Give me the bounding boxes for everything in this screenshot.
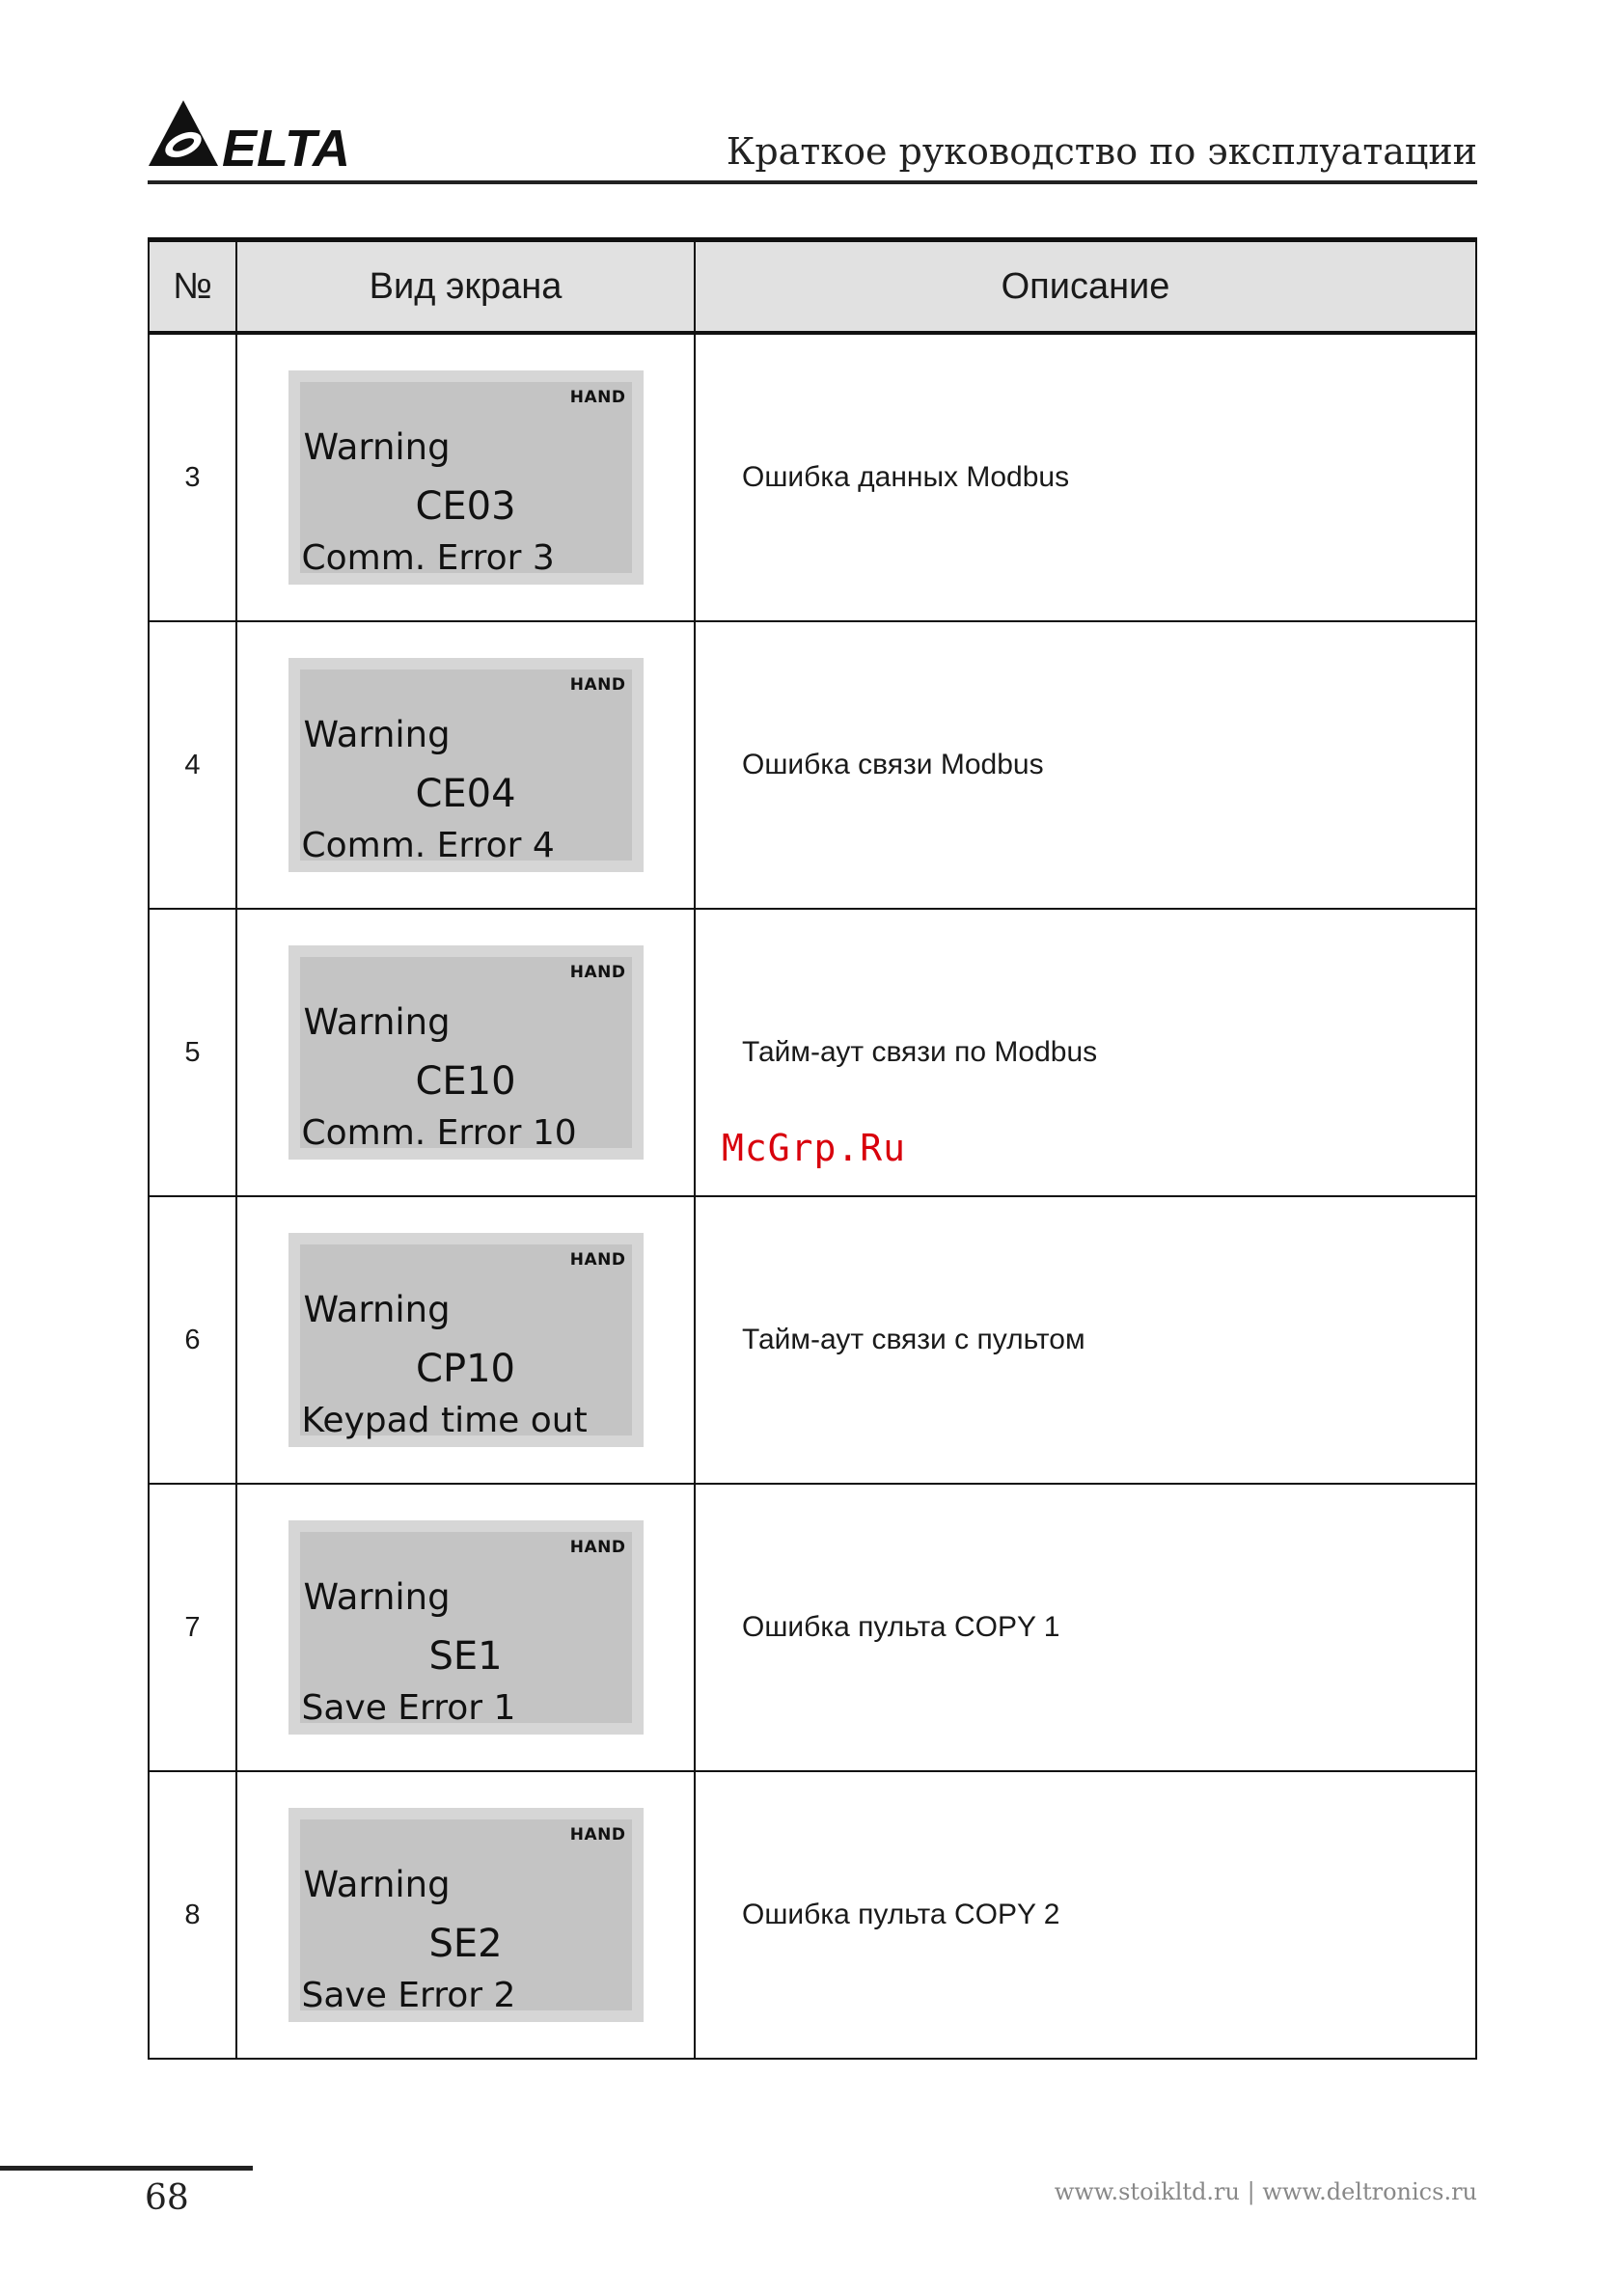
- watermark-link[interactable]: McGrp.Ru: [722, 1127, 907, 1169]
- screen-cell: [236, 621, 695, 909]
- description-cell: Ошибка пульта COPY 1: [695, 1484, 1476, 1771]
- lcd-code: SE2: [428, 1922, 503, 1966]
- lcd-line-1: Warning: [303, 1289, 451, 1330]
- lcd-code: SE1: [428, 1634, 503, 1679]
- screen-cell: [236, 1196, 695, 1484]
- row-number: 5: [149, 909, 236, 1196]
- lcd-line-3: Comm. Error 4: [301, 826, 555, 865]
- svg-text:ELTA: ELTA: [222, 120, 350, 172]
- page-number: 68: [145, 2178, 189, 2218]
- lcd-display: [288, 370, 644, 585]
- lcd-line-3: Comm. Error 10: [301, 1113, 577, 1153]
- lcd-line-1: Warning: [303, 426, 451, 468]
- screen-cell: [236, 1484, 695, 1771]
- column-header-number: №: [149, 240, 236, 334]
- description-cell: Ошибка связи Modbus: [695, 621, 1476, 909]
- lcd-display: [288, 1520, 644, 1735]
- description-cell: Тайм-аут связи с пультом: [695, 1196, 1476, 1484]
- lcd-line-3: Save Error 2: [301, 1976, 516, 2015]
- table-row: [149, 1484, 1476, 1771]
- row-number: 7: [149, 1484, 236, 1771]
- header-divider: [148, 180, 1477, 184]
- lcd-line-3: Comm. Error 3: [301, 538, 555, 578]
- lcd-line-1: Warning: [303, 1576, 451, 1618]
- lcd-mode: HAND: [569, 388, 626, 407]
- column-header-screen: Вид экрана: [236, 240, 695, 334]
- lcd-mode: HAND: [569, 1825, 626, 1845]
- description-cell: Ошибка данных Modbus: [695, 333, 1476, 621]
- table-header-row: [149, 240, 1476, 334]
- lcd-display: [288, 658, 644, 872]
- lcd-mode: HAND: [569, 963, 626, 982]
- table-row: [149, 333, 1476, 621]
- description-cell: Ошибка пульта COPY 2: [695, 1771, 1476, 2059]
- table-row: [149, 621, 1476, 909]
- lcd-mode: HAND: [569, 1538, 626, 1557]
- lcd-display: [288, 945, 644, 1160]
- row-number: 6: [149, 1196, 236, 1484]
- lcd-code: CE04: [415, 772, 516, 816]
- lcd-display: [288, 1233, 644, 1447]
- lcd-code: CP10: [416, 1347, 515, 1391]
- lcd-line-1: Warning: [303, 1864, 451, 1905]
- row-number: 8: [149, 1771, 236, 2059]
- table-row: [149, 1196, 1476, 1484]
- screen-cell: [236, 1771, 695, 2059]
- lcd-code: CE10: [415, 1059, 516, 1104]
- column-header-description: Описание: [695, 240, 1476, 334]
- lcd-line-3: Keypad time out: [301, 1401, 588, 1440]
- lcd-line-1: Warning: [303, 1001, 451, 1043]
- lcd-mode: HAND: [569, 675, 626, 695]
- delta-logo: [145, 95, 386, 172]
- document-title: Краткое руководство по эксплуатации: [726, 130, 1477, 173]
- screen-cell: [236, 333, 695, 621]
- lcd-display: [288, 1808, 644, 2022]
- lcd-line-3: Save Error 1: [301, 1688, 516, 1728]
- footer-links[interactable]: www.stoikltd.ru | www.deltronics.ru: [1054, 2178, 1477, 2205]
- lcd-mode: HAND: [569, 1250, 626, 1270]
- row-number: 4: [149, 621, 236, 909]
- lcd-line-1: Warning: [303, 714, 451, 755]
- lcd-code: CE03: [415, 484, 516, 529]
- row-number: 3: [149, 333, 236, 621]
- footer-divider: [0, 2166, 253, 2171]
- description-cell: Тайм-аут связи по Modbus: [695, 909, 1476, 1196]
- screen-cell: [236, 909, 695, 1196]
- table-row: [149, 1771, 1476, 2059]
